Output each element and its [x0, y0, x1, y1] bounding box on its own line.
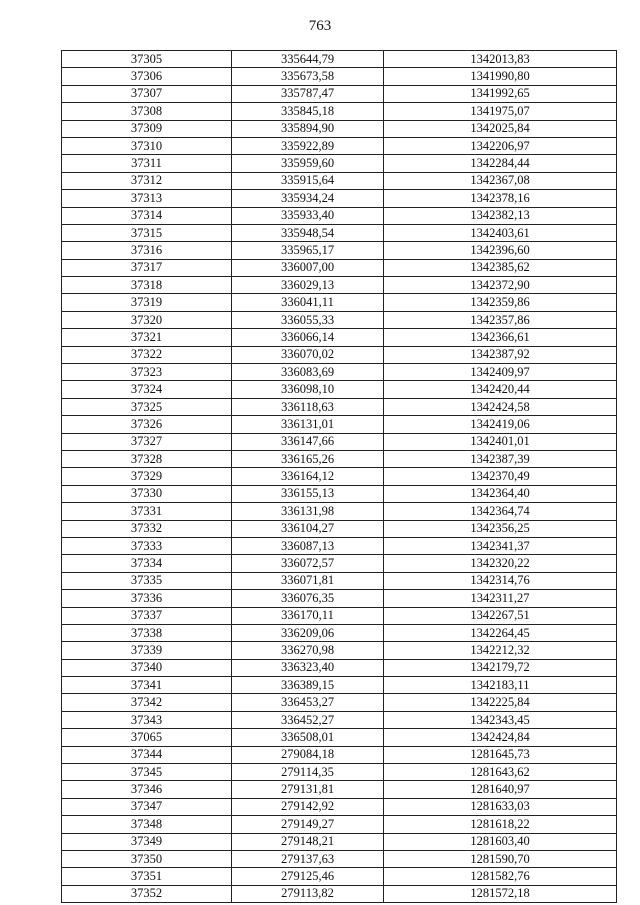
y-coordinate-cell: 1281590,70 — [384, 850, 617, 867]
x-coordinate-cell: 336098,10 — [232, 381, 384, 398]
y-coordinate-cell: 1341992,65 — [384, 85, 617, 102]
y-coordinate-cell: 1342356,25 — [384, 520, 617, 537]
table-row — [62, 381, 617, 398]
table-row — [62, 416, 617, 433]
y-coordinate-cell: 1281572,18 — [384, 885, 617, 902]
point-number-cell: 37305 — [62, 51, 232, 68]
x-coordinate-cell: 336131,98 — [232, 503, 384, 520]
y-coordinate-cell: 1342409,97 — [384, 364, 617, 381]
y-coordinate-cell: 1342387,92 — [384, 346, 617, 363]
y-coordinate-cell: 1281633,03 — [384, 798, 617, 815]
y-coordinate-cell: 1342025,84 — [384, 120, 617, 137]
y-coordinate-cell: 1342424,58 — [384, 398, 617, 415]
point-number-cell: 37345 — [62, 764, 232, 781]
y-coordinate-cell: 1342396,60 — [384, 242, 617, 259]
point-number-cell: 37323 — [62, 364, 232, 381]
table-row — [62, 885, 617, 902]
point-number-cell: 37314 — [62, 207, 232, 224]
x-coordinate-cell: 336323,40 — [232, 659, 384, 676]
y-coordinate-cell: 1342403,61 — [384, 224, 617, 241]
y-coordinate-cell: 1342343,45 — [384, 711, 617, 728]
table-row — [62, 155, 617, 172]
table-row — [62, 277, 617, 294]
y-coordinate-cell: 1342311,27 — [384, 590, 617, 607]
point-number-cell: 37308 — [62, 103, 232, 120]
point-number-cell: 37335 — [62, 572, 232, 589]
table-row — [62, 798, 617, 815]
table-row — [62, 833, 617, 850]
x-coordinate-cell: 336170,11 — [232, 607, 384, 624]
table-row — [62, 537, 617, 554]
x-coordinate-cell: 336164,12 — [232, 468, 384, 485]
point-number-cell: 37343 — [62, 711, 232, 728]
table-row — [62, 572, 617, 589]
y-coordinate-cell: 1342225,84 — [384, 694, 617, 711]
table-row — [62, 764, 617, 781]
point-number-cell: 37324 — [62, 381, 232, 398]
y-coordinate-cell: 1342179,72 — [384, 659, 617, 676]
table-row — [62, 555, 617, 572]
point-number-cell: 37330 — [62, 485, 232, 502]
x-coordinate-cell: 336508,01 — [232, 729, 384, 746]
table-row — [62, 433, 617, 450]
x-coordinate-cell: 336072,57 — [232, 555, 384, 572]
y-coordinate-cell: 1342382,13 — [384, 207, 617, 224]
x-coordinate-cell: 335933,40 — [232, 207, 384, 224]
y-coordinate-cell: 1281603,40 — [384, 833, 617, 850]
x-coordinate-cell: 336165,26 — [232, 450, 384, 467]
point-number-cell: 37317 — [62, 259, 232, 276]
x-coordinate-cell: 279113,82 — [232, 885, 384, 902]
x-coordinate-cell: 336118,63 — [232, 398, 384, 415]
y-coordinate-cell: 1342267,51 — [384, 607, 617, 624]
table-row — [62, 485, 617, 502]
x-coordinate-cell: 336070,02 — [232, 346, 384, 363]
y-coordinate-cell: 1342183,11 — [384, 677, 617, 694]
x-coordinate-cell: 336055,33 — [232, 311, 384, 328]
table-row — [62, 816, 617, 833]
coordinate-table — [61, 50, 617, 903]
y-coordinate-cell: 1342284,44 — [384, 155, 617, 172]
table-row — [62, 137, 617, 154]
x-coordinate-cell: 335934,24 — [232, 190, 384, 207]
x-coordinate-cell: 279084,18 — [232, 746, 384, 763]
table-row — [62, 103, 617, 120]
coordinate-table-body — [62, 51, 617, 903]
point-number-cell: 37342 — [62, 694, 232, 711]
x-coordinate-cell: 279149,27 — [232, 816, 384, 833]
point-number-cell: 37346 — [62, 781, 232, 798]
table-row — [62, 120, 617, 137]
table-row — [62, 520, 617, 537]
table-row — [62, 172, 617, 189]
table-row — [62, 364, 617, 381]
y-coordinate-cell: 1341990,80 — [384, 68, 617, 85]
table-row — [62, 503, 617, 520]
y-coordinate-cell: 1342424,84 — [384, 729, 617, 746]
point-number-cell: 37312 — [62, 172, 232, 189]
x-coordinate-cell: 335787,47 — [232, 85, 384, 102]
x-coordinate-cell: 336270,98 — [232, 642, 384, 659]
point-number-cell: 37332 — [62, 520, 232, 537]
y-coordinate-cell: 1342372,90 — [384, 277, 617, 294]
y-coordinate-cell: 1342385,62 — [384, 259, 617, 276]
point-number-cell: 37349 — [62, 833, 232, 850]
x-coordinate-cell: 336041,11 — [232, 294, 384, 311]
table-row — [62, 850, 617, 867]
y-coordinate-cell: 1342367,08 — [384, 172, 617, 189]
point-number-cell: 37306 — [62, 68, 232, 85]
x-coordinate-cell: 336087,13 — [232, 537, 384, 554]
y-coordinate-cell: 1342013,83 — [384, 51, 617, 68]
x-coordinate-cell: 336155,13 — [232, 485, 384, 502]
y-coordinate-cell: 1341975,07 — [384, 103, 617, 120]
table-row — [62, 51, 617, 68]
y-coordinate-cell: 1342387,39 — [384, 450, 617, 467]
x-coordinate-cell: 336389,15 — [232, 677, 384, 694]
y-coordinate-cell: 1281643,62 — [384, 764, 617, 781]
point-number-cell: 37318 — [62, 277, 232, 294]
page-number: 763 — [308, 18, 332, 34]
x-coordinate-cell: 335915,64 — [232, 172, 384, 189]
y-coordinate-cell: 1342212,32 — [384, 642, 617, 659]
y-coordinate-cell: 1342378,16 — [384, 190, 617, 207]
table-row — [62, 694, 617, 711]
table-row — [62, 607, 617, 624]
point-number-cell: 37313 — [62, 190, 232, 207]
x-coordinate-cell: 279125,46 — [232, 868, 384, 885]
point-number-cell: 37336 — [62, 590, 232, 607]
y-coordinate-cell: 1342320,22 — [384, 555, 617, 572]
table-row — [62, 346, 617, 363]
x-coordinate-cell: 279114,35 — [232, 764, 384, 781]
y-coordinate-cell: 1281582,76 — [384, 868, 617, 885]
point-number-cell: 37340 — [62, 659, 232, 676]
y-coordinate-cell: 1281645,73 — [384, 746, 617, 763]
point-number-cell: 37319 — [62, 294, 232, 311]
table-row — [62, 259, 617, 276]
point-number-cell: 37325 — [62, 398, 232, 415]
x-coordinate-cell: 336083,69 — [232, 364, 384, 381]
table-row — [62, 642, 617, 659]
x-coordinate-cell: 336066,14 — [232, 329, 384, 346]
x-coordinate-cell: 336007,00 — [232, 259, 384, 276]
x-coordinate-cell: 279148,21 — [232, 833, 384, 850]
table-row — [62, 398, 617, 415]
table-row — [62, 590, 617, 607]
point-number-cell: 37065 — [62, 729, 232, 746]
y-coordinate-cell: 1342264,45 — [384, 624, 617, 641]
point-number-cell: 37347 — [62, 798, 232, 815]
point-number-cell: 37352 — [62, 885, 232, 902]
y-coordinate-cell: 1342420,44 — [384, 381, 617, 398]
table-row — [62, 329, 617, 346]
y-coordinate-cell: 1342314,76 — [384, 572, 617, 589]
y-coordinate-cell: 1342359,86 — [384, 294, 617, 311]
x-coordinate-cell: 335959,60 — [232, 155, 384, 172]
point-number-cell: 37351 — [62, 868, 232, 885]
point-number-cell: 37329 — [62, 468, 232, 485]
x-coordinate-cell: 336131,01 — [232, 416, 384, 433]
y-coordinate-cell: 1342364,40 — [384, 485, 617, 502]
y-coordinate-cell: 1342401,01 — [384, 433, 617, 450]
point-number-cell: 37334 — [62, 555, 232, 572]
table-row — [62, 677, 617, 694]
point-number-cell: 37316 — [62, 242, 232, 259]
point-number-cell: 37333 — [62, 537, 232, 554]
x-coordinate-cell: 336452,27 — [232, 711, 384, 728]
x-coordinate-cell: 335644,79 — [232, 51, 384, 68]
point-number-cell: 37320 — [62, 311, 232, 328]
table-row — [62, 746, 617, 763]
x-coordinate-cell: 336076,35 — [232, 590, 384, 607]
x-coordinate-cell: 335894,90 — [232, 120, 384, 137]
table-row — [62, 868, 617, 885]
point-number-cell: 37344 — [62, 746, 232, 763]
point-number-cell: 37328 — [62, 450, 232, 467]
table-row — [62, 85, 617, 102]
point-number-cell: 37339 — [62, 642, 232, 659]
point-number-cell: 37331 — [62, 503, 232, 520]
x-coordinate-cell: 279142,92 — [232, 798, 384, 815]
table-row — [62, 311, 617, 328]
table-row — [62, 242, 617, 259]
point-number-cell: 37326 — [62, 416, 232, 433]
x-coordinate-cell: 336071,81 — [232, 572, 384, 589]
point-number-cell: 37311 — [62, 155, 232, 172]
y-coordinate-cell: 1281640,97 — [384, 781, 617, 798]
x-coordinate-cell: 335948,54 — [232, 224, 384, 241]
table-row — [62, 711, 617, 728]
x-coordinate-cell: 336147,66 — [232, 433, 384, 450]
point-number-cell: 37309 — [62, 120, 232, 137]
y-coordinate-cell: 1342357,86 — [384, 311, 617, 328]
point-number-cell: 37350 — [62, 850, 232, 867]
table-row — [62, 450, 617, 467]
x-coordinate-cell: 335673,58 — [232, 68, 384, 85]
table-row — [62, 781, 617, 798]
table-row — [62, 624, 617, 641]
table-row — [62, 294, 617, 311]
point-number-cell: 37348 — [62, 816, 232, 833]
x-coordinate-cell: 335965,17 — [232, 242, 384, 259]
y-coordinate-cell: 1342370,49 — [384, 468, 617, 485]
table-row — [62, 224, 617, 241]
point-number-cell: 37337 — [62, 607, 232, 624]
table-row — [62, 207, 617, 224]
point-number-cell: 37310 — [62, 137, 232, 154]
point-number-cell: 37341 — [62, 677, 232, 694]
point-number-cell: 37327 — [62, 433, 232, 450]
y-coordinate-cell: 1342341,37 — [384, 537, 617, 554]
y-coordinate-cell: 1342364,74 — [384, 503, 617, 520]
table-row — [62, 468, 617, 485]
point-number-cell: 37321 — [62, 329, 232, 346]
x-coordinate-cell: 336209,06 — [232, 624, 384, 641]
x-coordinate-cell: 336104,27 — [232, 520, 384, 537]
x-coordinate-cell: 336029,13 — [232, 277, 384, 294]
y-coordinate-cell: 1342419,06 — [384, 416, 617, 433]
x-coordinate-cell: 279131,81 — [232, 781, 384, 798]
table-row — [62, 190, 617, 207]
table-row — [62, 659, 617, 676]
y-coordinate-cell: 1342206,97 — [384, 137, 617, 154]
x-coordinate-cell: 335845,18 — [232, 103, 384, 120]
table-row — [62, 68, 617, 85]
x-coordinate-cell: 279137,63 — [232, 850, 384, 867]
x-coordinate-cell: 336453,27 — [232, 694, 384, 711]
table-row — [62, 729, 617, 746]
x-coordinate-cell: 335922,89 — [232, 137, 384, 154]
point-number-cell: 37315 — [62, 224, 232, 241]
y-coordinate-cell: 1281618,22 — [384, 816, 617, 833]
y-coordinate-cell: 1342366,61 — [384, 329, 617, 346]
point-number-cell: 37307 — [62, 85, 232, 102]
point-number-cell: 37338 — [62, 624, 232, 641]
point-number-cell: 37322 — [62, 346, 232, 363]
